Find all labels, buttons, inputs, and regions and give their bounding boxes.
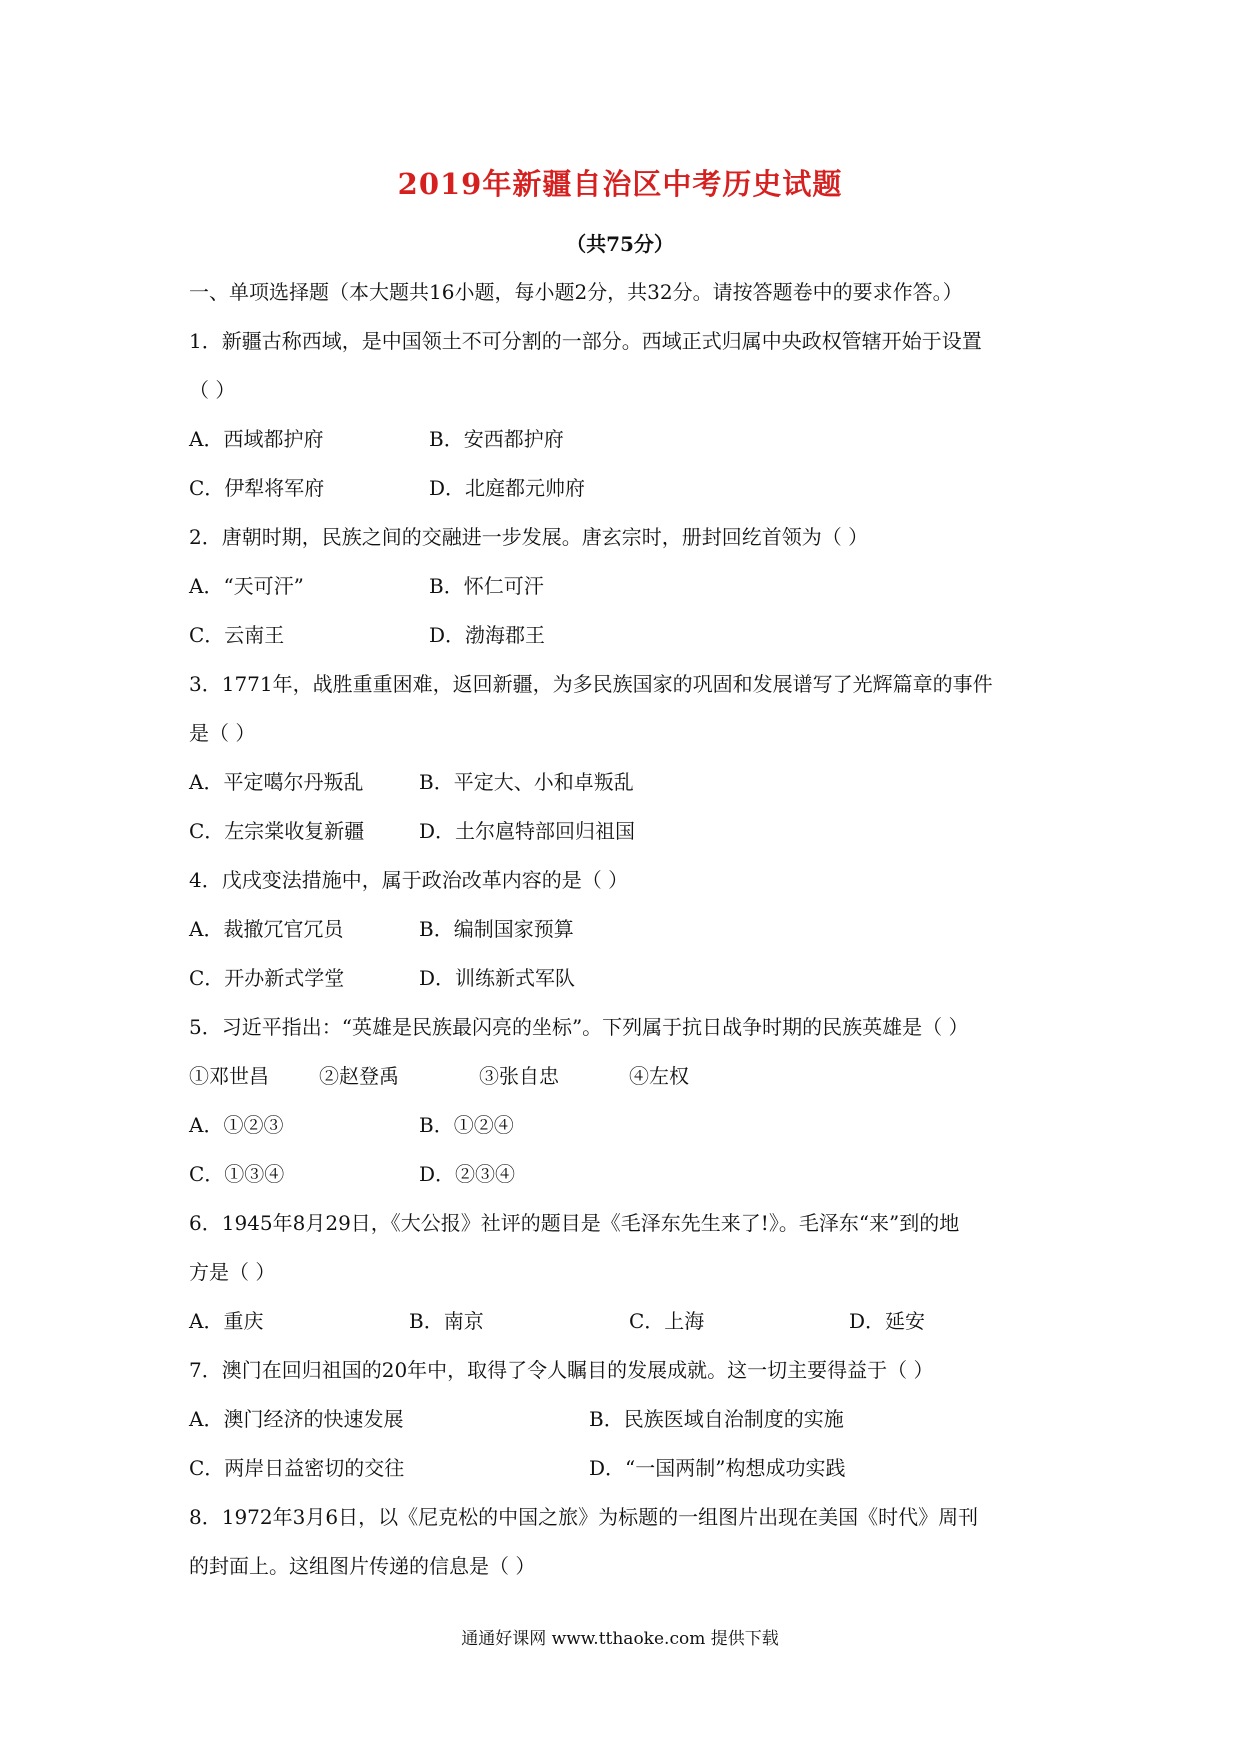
- option-c: C．两岸日益密切的交往: [189, 1456, 405, 1480]
- numbered-items: [189, 1052, 1069, 1101]
- option-b: B．编制国家预算: [419, 917, 574, 941]
- question-5: [189, 1003, 1069, 1199]
- option-b: B．南京: [409, 1309, 484, 1333]
- question-line: 4．戊戌变法措施中，属于政治改革内容的是（ ）: [189, 868, 629, 892]
- option-row: [189, 807, 1069, 856]
- question-2: [189, 513, 1069, 660]
- section-heading: 一、单项选择题（本大题共16小题，每小题2分，共32分。请按答题卷中的要求作答。）: [189, 280, 963, 304]
- option-d: D．土尔扈特部回归祖国: [419, 819, 636, 843]
- option-b: B．①②④: [419, 1113, 514, 1137]
- option-row: [189, 562, 1069, 611]
- option-d: D．“一国两制”构想成功实践: [589, 1456, 846, 1480]
- numbered-item: ①邓世昌: [189, 1064, 269, 1088]
- option-a: A．澳门经济的快速发展: [189, 1407, 404, 1431]
- option-row: [189, 415, 1069, 464]
- page-title: 2019年新疆自治区中考历史试题: [397, 167, 843, 201]
- question-line: 3．1771年，战胜重重困难，返回新疆，为多民族国家的巩固和发展谱写了光辉篇章的事件: [189, 672, 993, 696]
- option-b: B．民族医域自治制度的实施: [589, 1407, 844, 1431]
- footer-text: 通通好课网 www.tthaoke.com 提供下载: [461, 1629, 779, 1649]
- option-a: A．重庆: [189, 1309, 264, 1333]
- question-3: [189, 660, 1069, 856]
- option-row: [189, 954, 1069, 1003]
- option-a: A．“天可汗”: [189, 574, 304, 598]
- numbered-item: ④左权: [629, 1064, 689, 1088]
- option-c: C．上海: [629, 1309, 705, 1333]
- question-line: 方是（ ）: [189, 1260, 276, 1284]
- option-row: [189, 1150, 1069, 1199]
- option-c: C．伊犁将军府: [189, 476, 325, 500]
- question-line: 1．新疆古称西域，是中国领土不可分割的一部分。西域正式归属中央政权管辖开始于设置: [189, 329, 982, 353]
- question-line: 5．习近平指出：“英雄是民族最闪亮的坐标”。下列属于抗日战争时期的民族英雄是（ ）: [189, 1015, 969, 1039]
- option-b: B．安西都护府: [429, 427, 564, 451]
- option-row: [189, 1297, 1069, 1346]
- option-row: [189, 464, 1069, 513]
- option-c: C．开办新式学堂: [189, 966, 345, 990]
- question-line: 7．澳门在回归祖国的20年中，取得了令人瞩目的发展成就。这一切主要得益于（ ）: [189, 1358, 934, 1382]
- exam-content: [189, 268, 1069, 1591]
- question-1: [189, 317, 1069, 513]
- question-6: [189, 1199, 1069, 1346]
- question-line: 2．唐朝时期，民族之间的交融进一步发展。唐玄宗时，册封回纥首领为（ ）: [189, 525, 869, 549]
- numbered-item: ③张自忠: [479, 1064, 559, 1088]
- option-a: A．西域都护府: [189, 427, 324, 451]
- option-row: [189, 1395, 1069, 1444]
- option-c: C．①③④: [189, 1162, 285, 1186]
- question-line: 8．1972年3月6日，以《尼克松的中国之旅》为标题的一组图片出现在美国《时代》周刊: [189, 1505, 979, 1529]
- option-d: D．北庭都元帅府: [429, 476, 586, 500]
- option-row: [189, 758, 1069, 807]
- option-d: D．延安: [849, 1309, 926, 1333]
- question-4: [189, 856, 1069, 1003]
- question-line: 的封面上。这组图片传递的信息是（ ）: [189, 1554, 536, 1578]
- option-row: [189, 1444, 1069, 1493]
- option-c: C．云南王: [189, 623, 285, 647]
- numbered-item: ②赵登禹: [319, 1064, 399, 1088]
- option-d: D．②③④: [419, 1162, 516, 1186]
- option-a: A．裁撤冗官冗员: [189, 917, 344, 941]
- option-row: [189, 611, 1069, 660]
- option-a: A．平定噶尔丹叛乱: [189, 770, 364, 794]
- option-d: D．渤海郡王: [429, 623, 546, 647]
- question-8: [189, 1493, 1069, 1591]
- option-b: B．怀仁可汗: [429, 574, 544, 598]
- option-a: A．①②③: [189, 1113, 284, 1137]
- option-row: [189, 1101, 1069, 1150]
- option-row: [189, 905, 1069, 954]
- question-7: [189, 1346, 1069, 1493]
- page-subtitle: （共75分）: [566, 232, 674, 256]
- option-d: D．训练新式军队: [419, 966, 576, 990]
- question-line: （ ）: [189, 378, 236, 402]
- question-line: 是（ ）: [189, 721, 256, 745]
- question-line: 6．1945年8月29日，《大公报》社评的题目是《毛泽东先生来了!》。毛泽东“来”到的地: [189, 1211, 960, 1235]
- option-c: C．左宗棠收复新疆: [189, 819, 365, 843]
- option-b: B．平定大、小和卓叛乱: [419, 770, 634, 794]
